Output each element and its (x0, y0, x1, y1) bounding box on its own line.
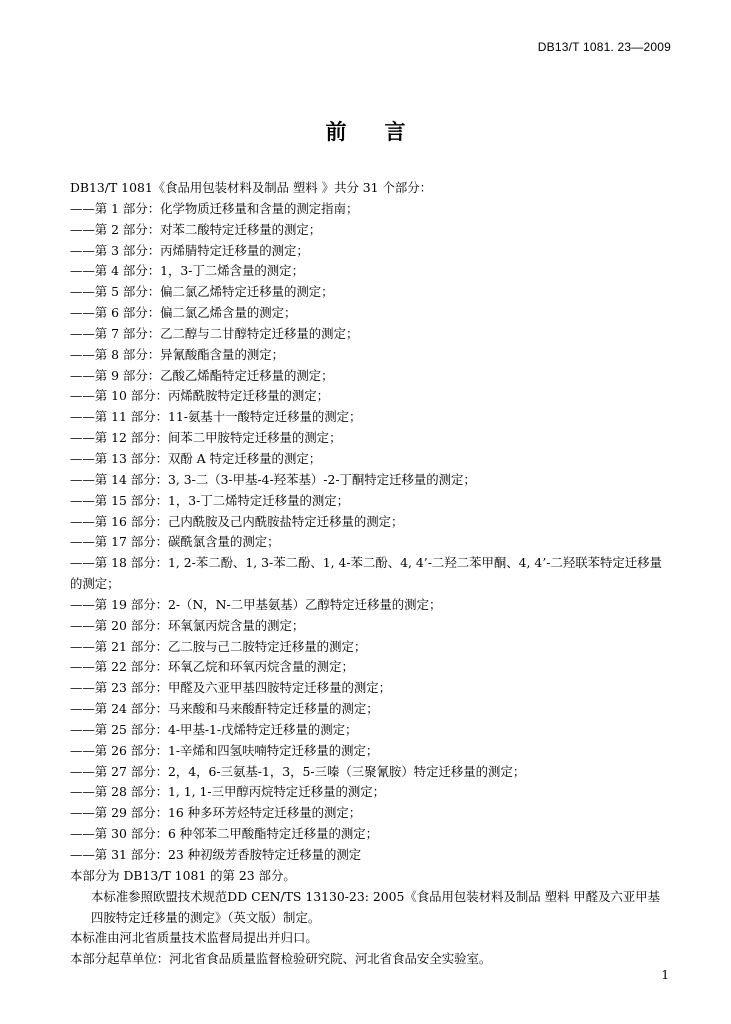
list-item: ——第 28 部分：1, 1, 1-三甲醇丙烷特定迁移量的测定； (70, 784, 386, 800)
list-item: ——第 14 部分：3, 3-二（3-甲基-4-羟苯基）-2-丁酮特定迁移量的测定； (70, 471, 476, 487)
list-item: ——第 10 部分：丙烯酰胺特定迁移量的测定； (70, 388, 330, 404)
list-item: ——第 13 部分：双酚 A 特定迁移量的测定； (70, 450, 322, 466)
list-item: ——第 30 部分：6 种邻苯二甲酸酯特定迁移量的测定； (70, 826, 379, 842)
list-item: ——第 27 部分：2，4，6-三氨基-1，3，5-三嗪（三聚氰胺）特定迁移量的测定； (70, 763, 526, 779)
scope-statement: 本部分为 DB13/T 1081 的第 23 部分。 (70, 867, 296, 883)
list-item: ——第 6 部分：偏二氯乙烯含量的测定； (70, 305, 297, 321)
list-item: ——第 11 部分：11-氨基十一酸特定迁移量的测定； (70, 409, 362, 425)
list-item: ——第 16 部分：己内酰胺及己内酰胺盐特定迁移量的测定； (70, 513, 404, 529)
list-item: ——第 31 部分：23 种初级芳香胺特定迁移量的测定 (70, 847, 362, 862)
list-item: ——第 1 部分：化学物质迁移量和含量的测定指南； (70, 200, 359, 216)
page-title: 前言 (325, 119, 444, 144)
page-number: 1 (661, 968, 669, 982)
list-item: ——第 8 部分：异氰酸酯含量的测定； (70, 346, 285, 362)
list-item: ——第 19 部分：2-（N，N-二甲基氨基）乙醇特定迁移量的测定； (70, 596, 442, 612)
list-item: ——第 25 部分：4-甲基-1-戊烯特定迁移量的测定； (70, 721, 358, 737)
list-item: ——第 20 部分：环氧氯丙烷含量的测定； (70, 617, 305, 633)
list-item: ——第 24 部分：马来酸和马来酸酐特定迁移量的测定； (70, 701, 379, 717)
document-code: DB13/T 1081. 23—2009 (537, 40, 671, 54)
list-item: ——第 12 部分：间苯二甲胺特定迁移量的测定； (70, 430, 342, 446)
proposer-statement: 本标准由河北省质量技术监督局提出并归口。 (70, 930, 318, 946)
list-item: ——第 4 部分：1，3-丁二烯含量的测定； (70, 263, 304, 279)
foreword-body (70, 178, 670, 970)
list-item: ——第 21 部分：乙二胺与己二胺特定迁移量的测定； (70, 638, 367, 654)
list-item: ——第 3 部分：丙烯腈特定迁移量的测定； (70, 242, 309, 258)
list-item: ——第 2 部分：对苯二酸特定迁移量的测定； (70, 221, 322, 237)
list-item: ——第 15 部分：1，3-丁二烯特定迁移量的测定； (70, 492, 350, 508)
list-item: ——第 9 部分：乙酸乙烯酯特定迁移量的测定； (70, 367, 334, 383)
list-item: ——第 29 部分：16 种多环芳烃特定迁移量的测定； (70, 805, 362, 821)
list-item: ——第 17 部分：碳酰氯含量的测定； (70, 534, 280, 550)
list-item: ——第 22 部分：环氧乙烷和环氧丙烷含量的测定； (70, 659, 354, 675)
reference-statement: 本标准参照欧盟技术规范DD CEN/TS 13130-23: 2005《食品用包装材料及制品 塑料 甲醛及六亚甲基四胺特定迁移量的测定》（英文版）制定。 (91, 888, 661, 925)
list-item: ——第 23 部分：甲醛及六亚甲基四胺特定迁移量的测定； (70, 680, 392, 696)
parts-list (70, 199, 670, 866)
list-item: ——第 5 部分：偏二氯乙烯特定迁移量的测定； (70, 284, 334, 300)
list-item: ——第 18 部分：1, 2-苯二酚、1, 3-苯二酚、1, 4-苯二酚、4, 4’-二羟二苯甲酮、4, 4’-二羟联苯特定迁移量的测定； (70, 555, 662, 592)
list-item: ——第 7 部分：乙二醇与二甘醇特定迁移量的测定； (70, 325, 359, 341)
drafting-unit-statement: 本部分起草单位：河北省食品质量监督检验研究院、河北省食品安全实验室。 (70, 951, 492, 967)
list-item: ——第 26 部分：1-辛烯和四氢呋喃特定迁移量的测定； (70, 742, 379, 758)
intro-line: DB13/T 1081《食品用包装材料及制品 塑料 》共分 31 个部分： (70, 180, 433, 195)
